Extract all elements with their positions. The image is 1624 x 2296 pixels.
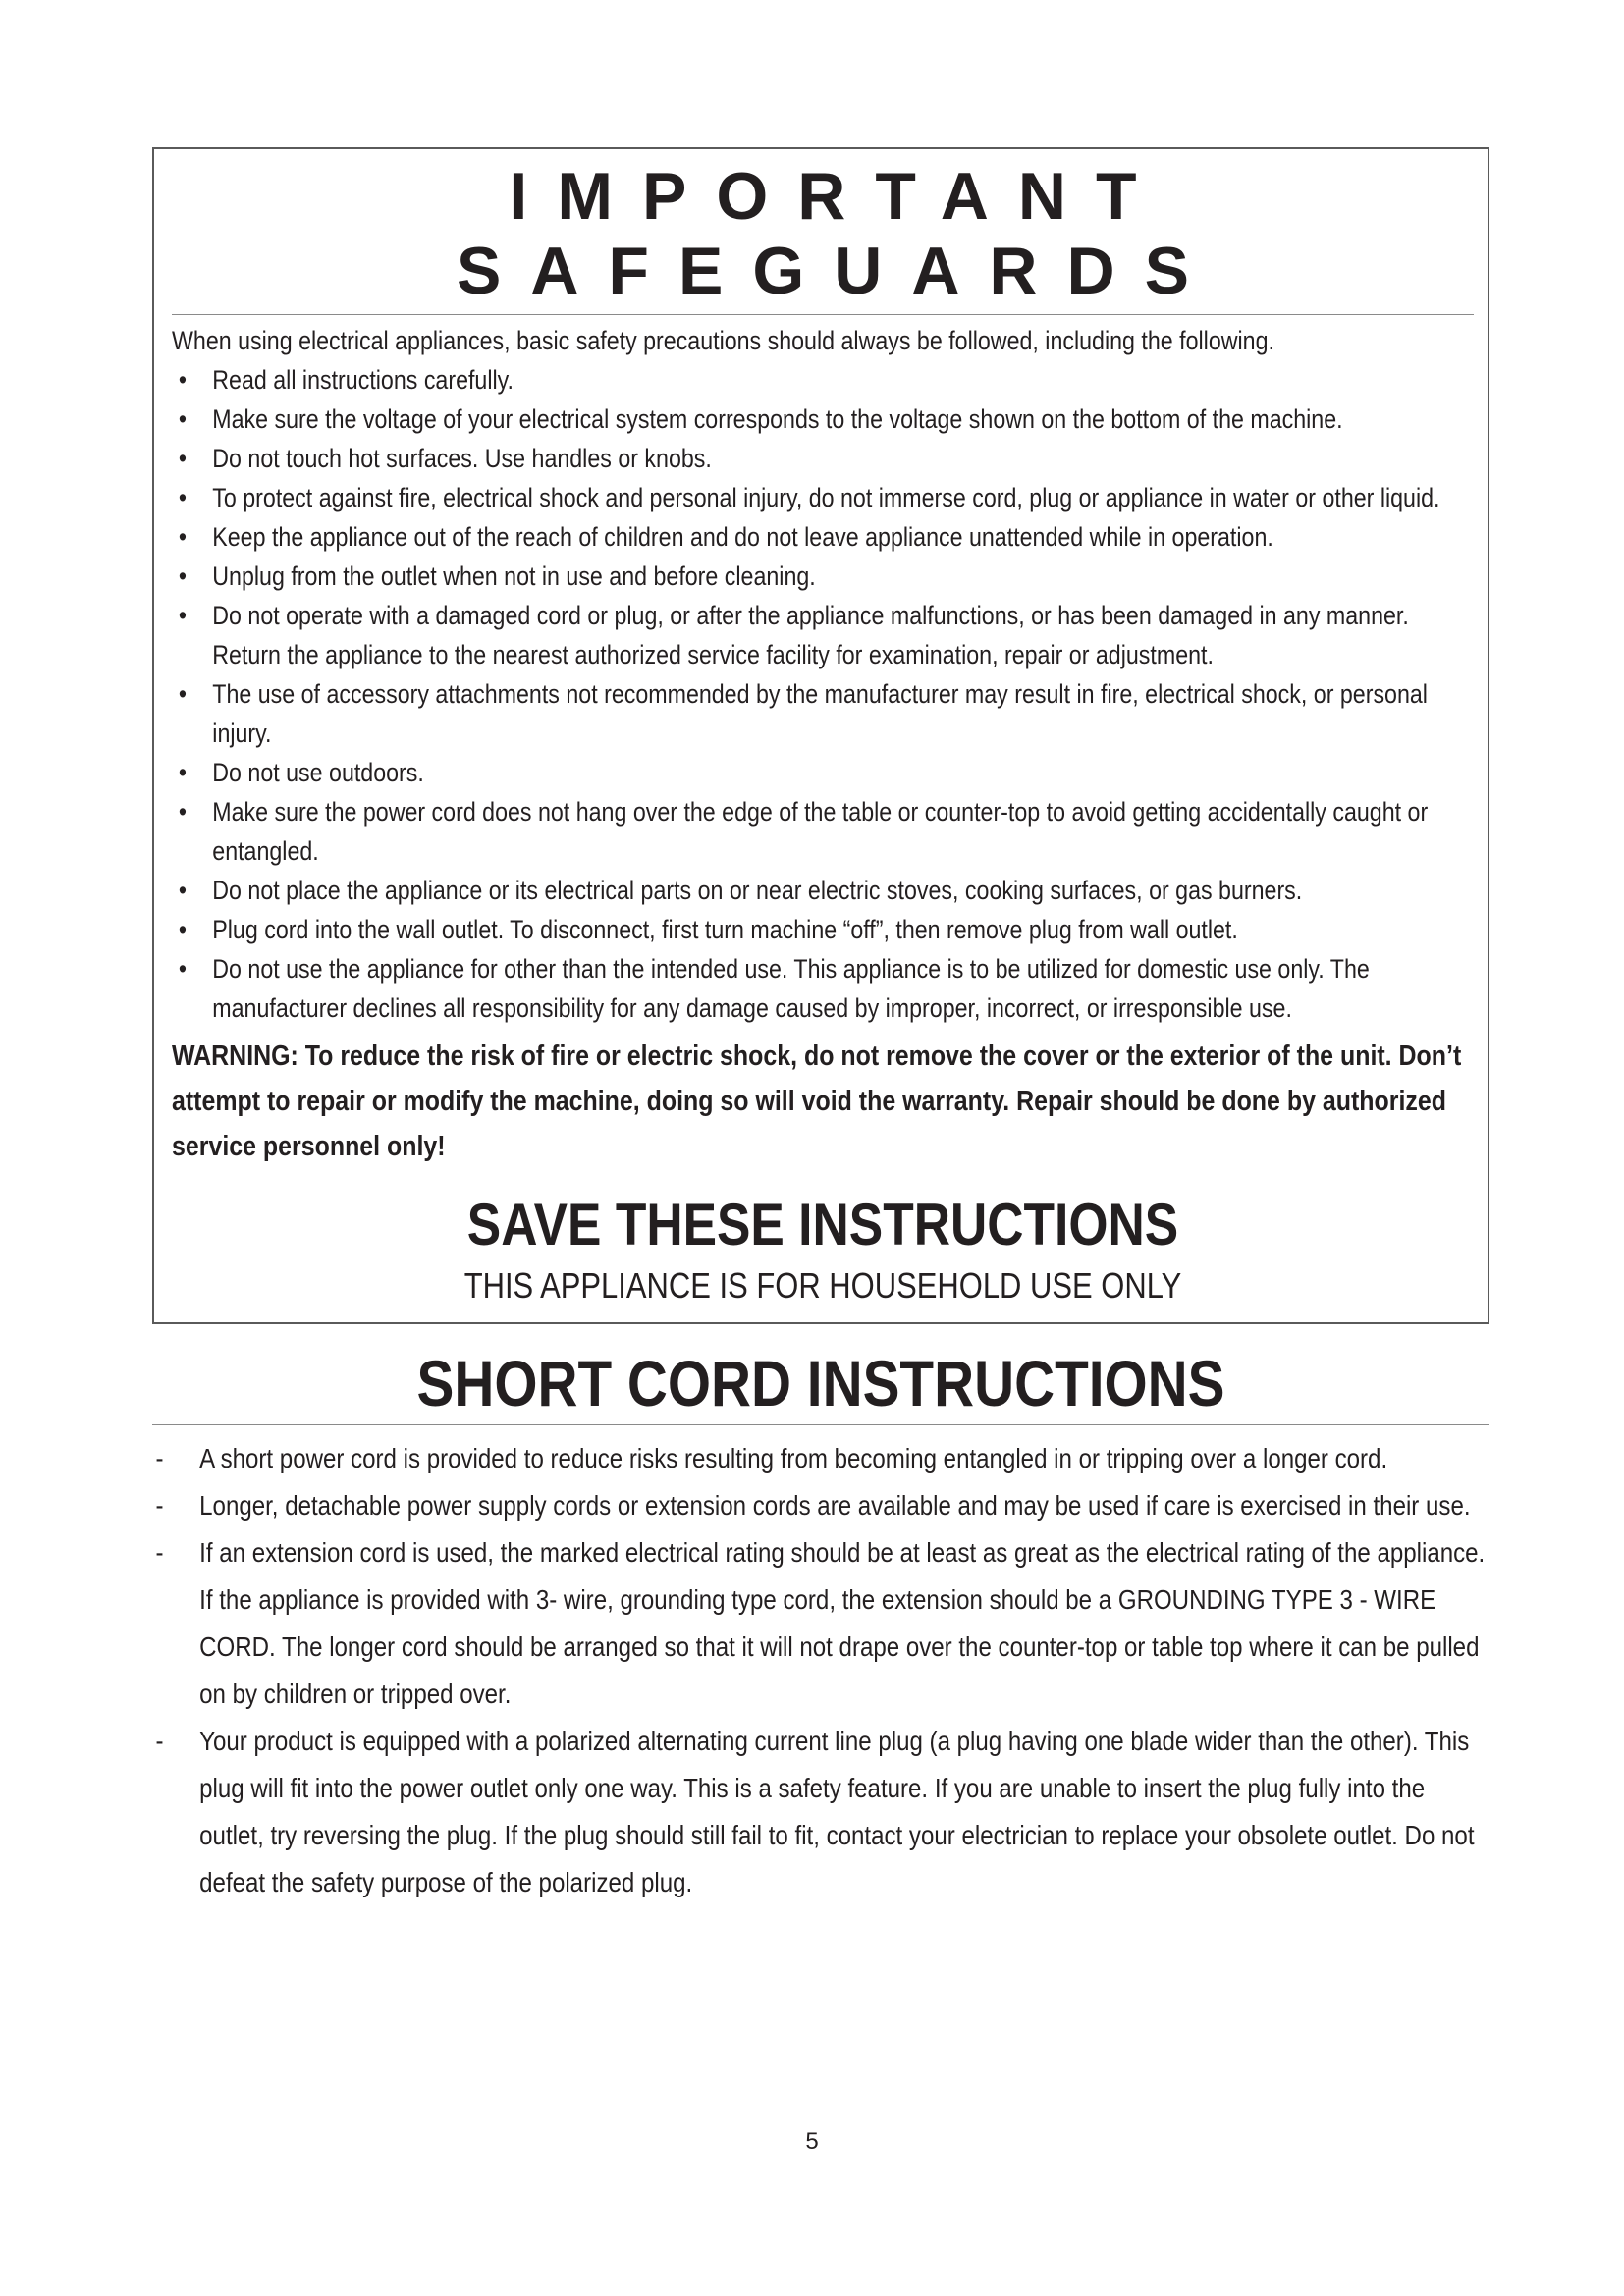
short-cord-item <box>152 1529 1489 1718</box>
bullet-icon: • <box>178 797 188 827</box>
bullet-icon: • <box>178 522 188 552</box>
safeguard-text: Unplug from the outlet when not in use and before cleaning. <box>212 561 816 591</box>
safeguards-intro: When using electrical appliances, basic safety precautions should always be followed, including the following. <box>172 326 1274 355</box>
safeguard-item <box>172 478 1474 517</box>
title-divider <box>172 314 1474 315</box>
bullet-icon: • <box>178 404 188 434</box>
safeguards-title: IMPORTANT SAFEGUARDS <box>456 159 1219 308</box>
short-cord-item <box>152 1482 1489 1529</box>
dash-icon: - <box>155 1537 164 1568</box>
short-cord-text: If an extension cord is used, the marked electrical rating should be at least as great as the electrical rating of the appliance. If the appliance is provided with 3- wire, grounding type cord, the extension should be a GROUNDING TYPE 3 - WIRE CORD. The longer cord should be arranged so that it will not drape over the counter-top or table top where it can be pulled on by children or tripped over. <box>199 1537 1486 1709</box>
save-instructions-title: SAVE THESE INSTRUCTIONS <box>466 1192 1179 1257</box>
safeguard-text: The use of accessory attachments not recommended by the manufacturer may result in fire, electrical shock, or personal injury. <box>212 679 1428 748</box>
safeguard-item <box>172 753 1474 792</box>
safeguard-text: Do not use outdoors. <box>212 758 424 787</box>
bullet-icon: • <box>178 679 188 709</box>
safeguard-item <box>172 360 1474 400</box>
safeguards-body <box>172 321 1474 1028</box>
short-cord-item <box>152 1435 1489 1482</box>
safeguard-text: To protect against fire, electrical shock and personal injury, do not immerse cord, plug or appliance in water or other liquid. <box>212 483 1440 512</box>
short-cord-list <box>152 1435 1489 1906</box>
safeguard-text: Keep the appliance out of the reach of children and do not leave appliance unattended while in operation. <box>212 522 1273 552</box>
dash-icon: - <box>155 1443 164 1473</box>
dash-icon: - <box>155 1726 164 1756</box>
safeguard-text: Read all instructions carefully. <box>212 365 514 395</box>
safeguard-item <box>172 557 1474 596</box>
bullet-icon: • <box>178 365 188 395</box>
bullet-icon: • <box>178 444 188 473</box>
safeguard-text: Make sure the voltage of your electrical system corresponds to the voltage shown on the bottom of the machine. <box>212 404 1343 434</box>
safeguards-list <box>172 360 1474 1028</box>
short-cord-body <box>152 1435 1489 1906</box>
household-use-note: THIS APPLIANCE IS FOR HOUSEHOLD USE ONLY <box>463 1265 1182 1306</box>
safeguard-item <box>172 949 1474 1028</box>
short-cord-item <box>152 1718 1489 1906</box>
safeguard-item <box>172 517 1474 557</box>
safeguard-text: Plug cord into the wall outlet. To disconnect, first turn machine “off”, then remove plug from wall outlet. <box>212 915 1238 944</box>
page-content <box>152 147 1489 1906</box>
bullet-icon: • <box>178 915 188 944</box>
safeguard-item <box>172 596 1474 674</box>
safeguard-item <box>172 792 1474 871</box>
safeguard-item <box>172 674 1474 753</box>
short-cord-text: Your product is equipped with a polarized alternating current line plug (a plug having one blade wider than the other). This plug will fit into the power outlet only one way. This is a safety feature. If you are unable to insert the plug fully into the outlet, try reversing the plug. If the plug should still fail to fit, contact your electrician to replace your obsolete outlet. Do not defeat the safety purpose of the polarized plug. <box>199 1726 1475 1897</box>
safeguard-item <box>172 439 1474 478</box>
bullet-icon: • <box>178 601 188 630</box>
safeguard-text: Do not operate with a damaged cord or plug, or after the appliance malfunctions, or has been damaged in any manner. Return the appliance to the nearest authorized service facility for examination, repair or adjustment. <box>212 601 1409 669</box>
short-cord-title: SHORT CORD INSTRUCTIONS <box>416 1347 1225 1419</box>
short-cord-text: A short power cord is provided to reduce risks resulting from becoming entangled in or tripping over a longer cord. <box>199 1443 1388 1473</box>
bullet-icon: • <box>178 483 188 512</box>
safeguard-text: Do not use the appliance for other than the intended use. This appliance is to be utilized for domestic use only. The manufacturer declines all responsibility for any damage caused by improper, incorrect, or irresponsible use. <box>212 954 1370 1023</box>
safeguard-text: Make sure the power cord does not hang over the edge of the table or counter-top to avoid getting accidentally caught or entangled. <box>212 797 1429 866</box>
safeguard-text: Do not place the appliance or its electrical parts on or near electric stoves, cooking surfaces, or gas burners. <box>212 876 1303 905</box>
short-cord-divider <box>152 1424 1489 1425</box>
safeguard-text: Do not touch hot surfaces. Use handles or knobs. <box>212 444 712 473</box>
dash-icon: - <box>155 1490 164 1521</box>
safeguard-item <box>172 871 1474 910</box>
warning-text: WARNING: To reduce the risk of fire or electric shock, do not remove the cover or the exterior of the unit. Don’t attempt to repair or modify the machine, doing so will void the warranty. Repair should be done by authorized service personnel only! <box>172 1041 1462 1162</box>
bullet-icon: • <box>178 561 188 591</box>
safeguards-box <box>152 147 1489 1324</box>
page-number: 5 <box>805 2128 819 2155</box>
bullet-icon: • <box>178 954 188 984</box>
short-cord-text: Longer, detachable power supply cords or extension cords are available and may be used if care is exercised in their use. <box>199 1490 1471 1521</box>
safeguard-item <box>172 910 1474 949</box>
safeguard-item <box>172 400 1474 439</box>
bullet-icon: • <box>178 876 188 905</box>
bullet-icon: • <box>178 758 188 787</box>
